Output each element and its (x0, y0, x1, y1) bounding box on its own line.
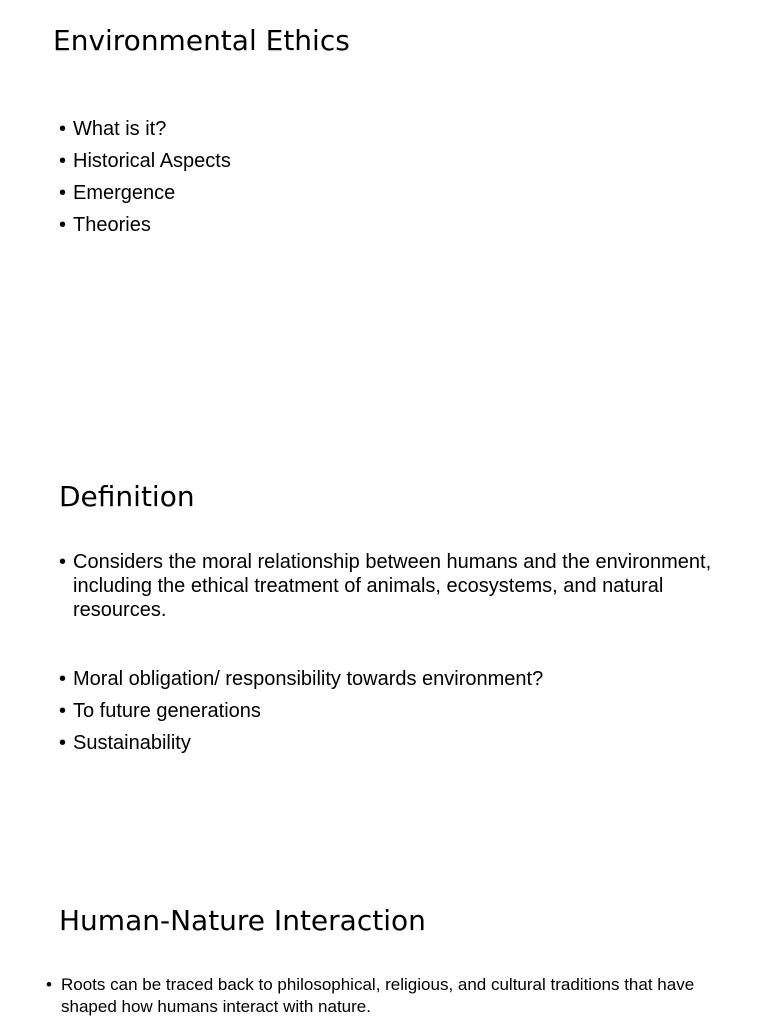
bullet-item: • Emergence (59, 177, 719, 209)
slide-3-bullet-list (46, 974, 736, 1018)
bullet-item: • Moral obligation/ responsibility towards environment? (59, 663, 719, 695)
slide-title-definition: Definition (59, 480, 195, 513)
bullet-item: • Historical Aspects (59, 145, 719, 177)
bullet-item: • What is it? (59, 113, 719, 145)
slide-title-environmental-ethics: Environmental Ethics (53, 24, 350, 57)
bullet-item: • To future generations (59, 695, 719, 727)
bullet-item: • Considers the moral relationship between humans and the environment, including the ethical treatment of animals, ecosystems, and natural resources. (59, 550, 719, 622)
bullet-item: • Sustainability (59, 727, 719, 759)
slide-2-bullet-list (59, 550, 719, 759)
bullet-spacer (59, 622, 719, 663)
slide-1-bullet-list (59, 113, 719, 241)
bullet-item: • Theories (59, 209, 719, 241)
bullet-item: • Roots can be traced back to philosophical, religious, and cultural traditions that have shaped how humans interact with nature. (46, 974, 736, 1018)
slide-title-human-nature-interaction: Human-Nature Interaction (59, 904, 426, 937)
